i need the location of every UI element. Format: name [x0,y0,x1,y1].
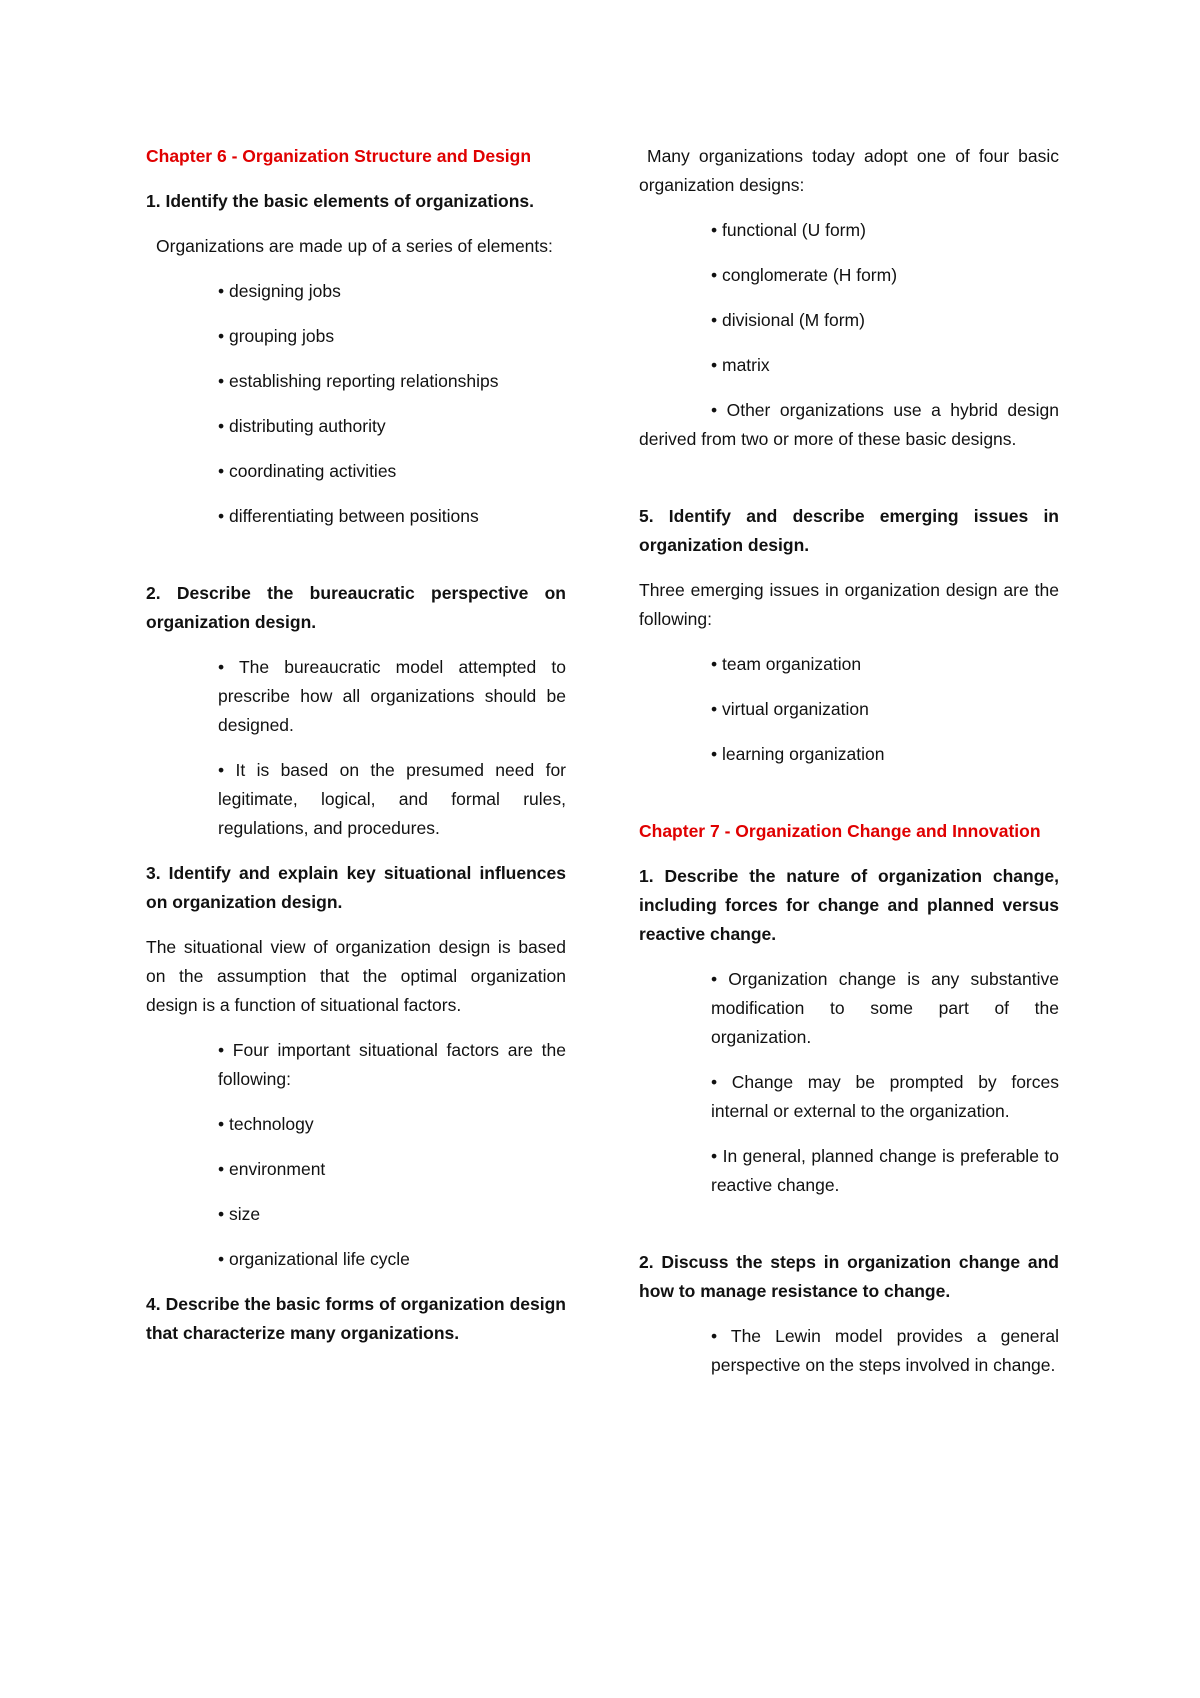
question-3-text: The situational view of organization design is based on the assumption that the optimal organization design is a function of situational factors. [146,937,566,1015]
question-5-intro: Three emerging issues in organization design are the following: [639,580,1059,629]
list-item: • It is based on the presumed need for legitimate, logical, and formal rules, regulations, and procedures. [218,760,566,838]
list-item: • coordinating activities [218,461,397,481]
list-item: • matrix [711,355,770,375]
list-item: • functional (U form) [711,220,866,240]
list-item: • technology [218,1114,314,1134]
list-item: • virtual organization [711,699,869,719]
list-item: • designing jobs [218,281,341,301]
list-item: • conglomerate (H form) [711,265,898,285]
question-4-hybrid: • Other organizations use a hybrid design derived from two or more of these basic designs. [639,400,1059,449]
list-item: • Organization change is any substantive modification to some part of the organization. [711,969,1059,1047]
chapter-7-question-1-heading: 1. Describe the nature of organization change, including forces for change and planned versus reactive change. [639,866,1059,944]
right-column [639,142,1059,1396]
list-item: • In general, planned change is preferable to reactive change. [711,1146,1059,1195]
list-item: • distributing authority [218,416,386,436]
spacer [639,785,1059,817]
list-item: • team organization [711,654,862,674]
list-item: • The bureaucratic model attempted to prescribe how all organizations should be designed. [218,657,566,735]
list-item: • learning organization [711,744,885,764]
list-item: • divisional (M form) [711,310,865,330]
question-3-heading: 3. Identify and explain key situational influences on organization design. [146,863,566,912]
list-item: • Four important situational factors are the following: [218,1040,566,1089]
question-4-heading: 4. Describe the basic forms of organization design that characterize many organizations. [146,1294,566,1343]
list-item: • Change may be prompted by forces internal or external to the organization. [711,1072,1059,1121]
chapter-7-question-2-heading: 2. Discuss the steps in organization change and how to manage resistance to change. [639,1252,1059,1301]
question-2-heading: 2. Describe the bureaucratic perspective on organization design. [146,583,566,632]
list-item: • environment [218,1159,326,1179]
question-1-heading: 1. Identify the basic elements of organizations. [146,191,534,211]
spacer [639,1216,1059,1248]
spacer [639,470,1059,502]
list-item: • organizational life cycle [218,1249,410,1269]
list-item: • size [218,1204,261,1224]
chapter-6-title: Chapter 6 - Organization Structure and Design [146,146,532,166]
chapter-7-title: Chapter 7 - Organization Change and Innovation [639,821,1041,841]
left-column [146,142,566,1364]
spacer [146,547,566,579]
question-1-intro: Organizations are made up of a series of elements: [156,236,553,256]
list-item: • differentiating between positions [218,506,479,526]
question-4-intro: Many organizations today adopt one of four basic organization designs: [639,146,1059,195]
list-item: • The Lewin model provides a general perspective on the steps involved in change. [711,1326,1059,1375]
list-item: • establishing reporting relationships [218,371,499,391]
list-item: • grouping jobs [218,326,335,346]
question-5-heading: 5. Identify and describe emerging issues in organization design. [639,506,1059,555]
